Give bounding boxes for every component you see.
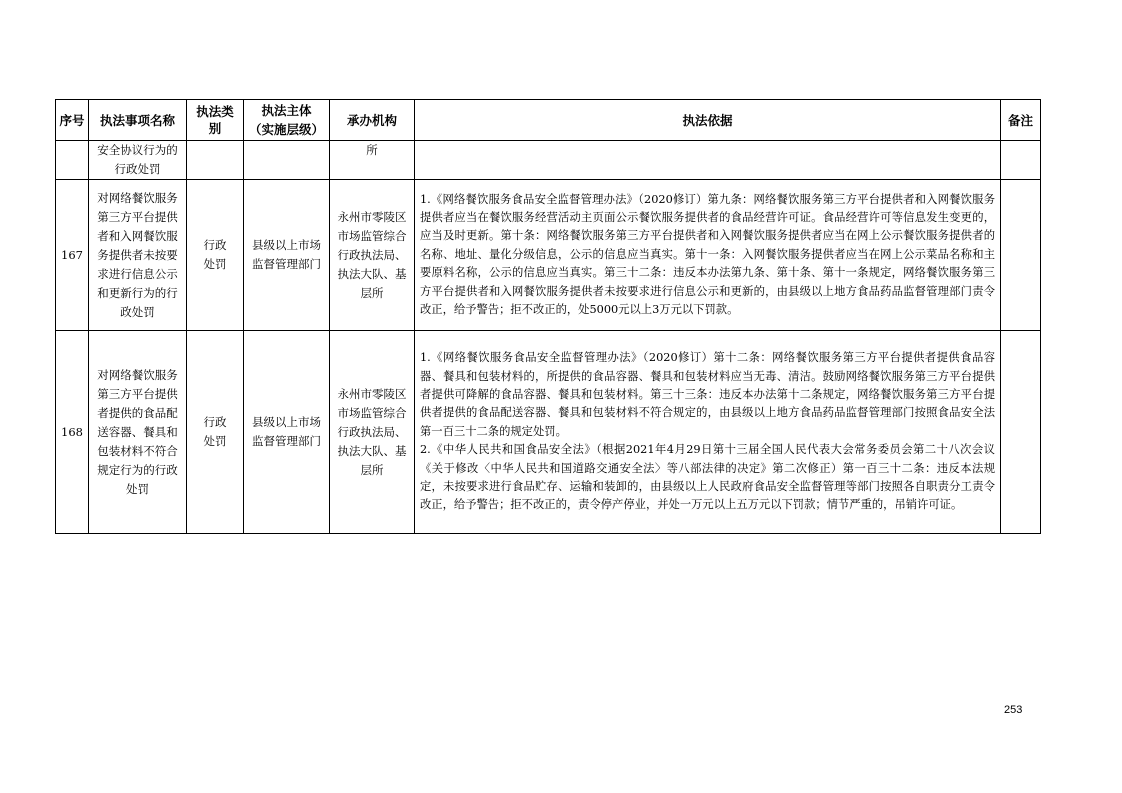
cell-agency: 永州市零陵区市场监管综合行政执法局、执法大队、基层所 [330, 331, 415, 534]
enforcement-table [55, 99, 1041, 534]
header-subject [244, 100, 330, 141]
cell-agency: 所 [330, 141, 415, 180]
cell-basis [415, 141, 1001, 180]
header-basis: 执法依据 [415, 100, 1001, 141]
cell-category: 行政处罚 [187, 180, 244, 331]
header-seq: 序号 [56, 100, 89, 141]
header-remark: 备注 [1001, 100, 1041, 141]
cell-agency: 永州市零陵区市场监管综合行政执法局、执法大队、基层所 [330, 180, 415, 331]
header-category: 执法类别 [187, 100, 244, 141]
cell-item: 安全协议行为的行政处罚 [89, 141, 187, 180]
cell-seq: 168 [56, 331, 89, 534]
header-subject-line2: （实施层级） [248, 122, 324, 137]
cell-seq: 167 [56, 180, 89, 331]
cell-subject: 县级以上市场监督管理部门 [244, 180, 330, 331]
table-row [56, 141, 1041, 180]
cell-item: 对网络餐饮服务第三方平台提供者和入网餐饮服务提供者未按要求进行信息公示和更新行为的行政处罚 [89, 180, 187, 331]
cell-seq [56, 141, 89, 180]
header-agency: 承办机构 [330, 100, 415, 141]
cell-item: 对网络餐饮服务第三方平台提供者提供的食品配送容器、餐具和包装材料不符合规定行为的行政处罚 [89, 331, 187, 534]
cell-category [187, 141, 244, 180]
header-row [56, 100, 1041, 141]
cell-subject: 县级以上市场监督管理部门 [244, 331, 330, 534]
cell-remark [1001, 141, 1041, 180]
cell-basis: 1.《网络餐饮服务食品安全监督管理办法》（2020修订）第十二条：网络餐饮服务第三方平台提供者提供食品容器、餐具和包装材料的，所提供的食品容器、餐具和包装材料应当无毒、清洁。鼓励网络餐饮服务第三方平台提供者提供可降解的食品容器、餐具和包装材料。第三十三条：违反本办法第十二条规定，网络餐饮服务第三方平台提供者提供的食品配送容器、餐具和包装材料不符合规定的，由县级以上地方食品药品监督管理部门按照食品安全法第一百三十二条的规定处罚。 2.《中华人民共和国食品安全法》（根据2021年4月29日第十三届全国人民代表大会常务委员会第二十八次会议《关于修改〈中华人民共和国道路交通安全法〉等八部法律的决定》第二次修正）第一百三十二条：违反本法规定，未按要求进行食品贮存、运输和装卸的，由县级以上人民政府食品安全监督管理等部门按照各自职责分工责令改正，给予警告；拒不改正的，责令停产停业，并处一万元以上五万元以下罚款；情节严重的，吊销许可证。 [415, 331, 1001, 534]
cell-category: 行政处罚 [187, 331, 244, 534]
header-subject-line1: 执法主体 [261, 103, 312, 118]
cell-remark [1001, 331, 1041, 534]
table-row [56, 180, 1041, 331]
header-item: 执法事项名称 [89, 100, 187, 141]
cell-subject [244, 141, 330, 180]
cell-basis: 1.《网络餐饮服务食品安全监督管理办法》（2020修订）第九条：网络餐饮服务第三方平台提供者和入网餐饮服务提供者应当在餐饮服务经营活动主页面公示餐饮服务提供者的食品经营许可证。食品经营许可等信息发生变更的，应当及时更新。第十条：网络餐饮服务第三方平台提供者和入网餐饮服务提供者应当在网上公示餐饮服务提供者的名称、地址、量化分级信息，公示的信息应当真实。第十一条：入网餐饮服务提供者应当在网上公示菜品名称和主要原料名称，公示的信息应当真实。第三十二条：违反本办法第九条、第十条、第十一条规定，网络餐饮服务第三方平台提供者和入网餐饮服务提供者未按要求进行信息公示和更新的，由县级以上地方食品药品监督管理部门责令改正，给予警告；拒不改正的，处5000元以上3万元以下罚款。 [415, 180, 1001, 331]
cell-remark [1001, 180, 1041, 331]
page-number: 253 [1004, 704, 1023, 716]
table-row [56, 331, 1041, 534]
